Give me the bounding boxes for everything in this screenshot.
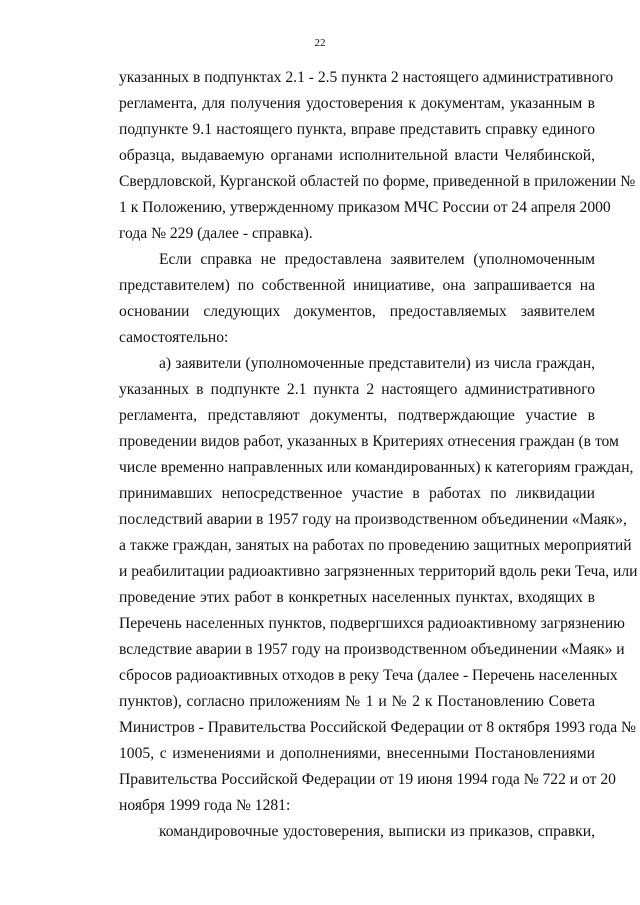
page-number: 22: [314, 37, 326, 49]
text-line: самостоятельно:: [119, 329, 229, 346]
text-line: сбросов радиоактивных отходов в реку Теча (далее - Перечень населенных: [119, 667, 618, 684]
text-line: и реабилитации радиоактивно загрязненных территорий вдоль реки Теча, или: [119, 563, 638, 580]
text-line: Перечень населенных пунктов, подвергшихся радиоактивному загрязнению: [119, 615, 625, 632]
text-line: Правительства Российской Федерации от 19 июня 1994 года № 722 и от 20: [119, 771, 616, 788]
text-line: указанных в подпунктах 2.1 - 2.5 пункта 2 настоящего административного: [119, 69, 614, 86]
text-line: представителем) по собственной инициативе, она запрашивается на: [119, 277, 595, 294]
text-line: числе временно направленных или командированных) к категориям граждан,: [119, 459, 634, 476]
text-line: проведение этих работ в конкретных населенных пунктах, входящих в: [119, 589, 595, 606]
text-line: 1005, с изменениями и дополнениями, внесенными Постановлениями: [119, 745, 595, 762]
text-line: Если справка не предоставлена заявителем (уполномоченным: [159, 251, 595, 268]
text-line: последствий аварии в 1957 году на производственном объединении «Маяк»,: [119, 511, 627, 528]
paragraph-1: [119, 65, 636, 247]
text-line: подпункте 9.1 настоящего пункта, вправе представить справку единого: [119, 121, 595, 138]
text-line: Министров - Правительства Российской Федерации от 8 октября 1993 года №: [119, 719, 636, 736]
text-line: командировочные удостоверения, выписки из приказов, справки,: [159, 823, 595, 840]
text-line: а) заявители (уполномоченные представители) из числа граждан,: [159, 355, 595, 372]
text-line: 1 к Положению, утвержденному приказом МЧС России от 24 апреля 2000: [119, 199, 611, 216]
text-line: регламента, представляют документы, подтверждающие участие в: [119, 407, 595, 424]
text-line: года № 229 (далее - справка).: [119, 225, 313, 242]
text-line: Свердловской, Курганской областей по форме, приведенной в приложении №: [119, 173, 636, 190]
paragraph-2: [119, 247, 595, 351]
text-line: пунктов), согласно приложениям № 1 и № 2 к Постановлению Совета: [119, 693, 595, 710]
text-line: регламента, для получения удостоверения к документам, указанным в: [119, 95, 595, 112]
paragraph-4: [119, 819, 595, 845]
text-line: а также граждан, занятых на работах по проведению защитных мероприятий: [119, 537, 632, 554]
document-body: [119, 65, 638, 845]
text-line: указанных в подпункте 2.1 пункта 2 настоящего административного: [119, 381, 595, 398]
text-line: ноября 1999 года № 1281:: [119, 797, 291, 814]
text-line: вследствие аварии в 1957 году на производственном объединении «Маяк» и: [119, 641, 625, 658]
text-line: основании следующих документов, предоставляемых заявителем: [119, 303, 595, 320]
text-line: принимавших непосредственное участие в работах по ликвидации: [119, 485, 595, 502]
text-line: образца, выдаваемую органами исполнительной власти Челябинской,: [119, 147, 595, 164]
text-line: проведении видов работ, указанных в Критериях отнесения граждан (в том: [119, 433, 619, 450]
paragraph-3: [119, 351, 638, 819]
